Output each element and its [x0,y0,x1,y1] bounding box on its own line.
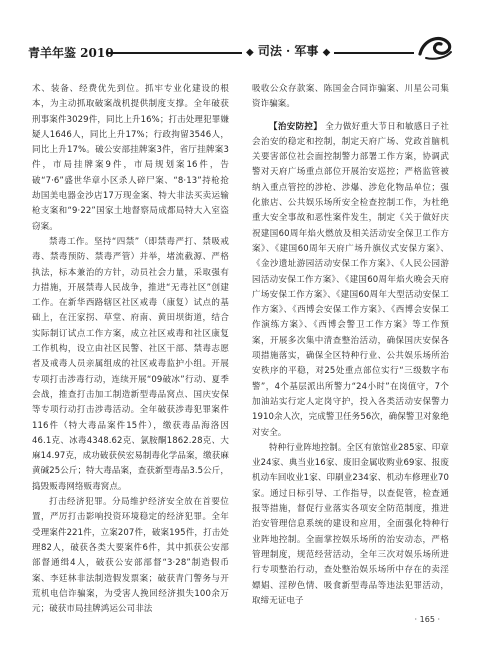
right-column [252,82,449,609]
section-label: 司法 · 军事 [253,44,323,58]
section-title [242,42,334,59]
diamond-left-icon: ◆ [246,47,254,58]
paragraph-anti-drug: 禁毒工作。坚持“四禁”（即禁毒严打、禁吸戒毒、禁毒预防、禁毒严管）并举，堵流截源、严格执法，标本兼治的方针，动员社会力量，采取强有力措施，开展禁毒人民战争，推进“无毒社区”创建工作。在新华西路辖区社区戒毒（康复）试点的基础上，在汪家拐、草堂、府南、黄田坝街道，结合实际制订试点工作方案，成立社区戒毒和社区康复工作机构，设立由社区民警、社区干部、禁毒志愿者及戒毒人员亲属组成的社区戒毒监护小组。开展专项打击涉毒行动，连续开展“09破冰”行动、夏季会战，推查打击加工制造新型毒品窝点、国庆安保等专项行动打击涉毒活动。全年破获涉毒犯罪案件116件（特大毒品案件15件），缴获毒品海洛因46.1克、冰毒4348.62克、氯胺酮1862.28克、大麻14.97克，成功破获侯宏易制毒化学品案，缴获麻黄碱25公斤；特大毒品案，查获新型毒品3.5公斤，捣毁贩毒网络贩毒窝点。 [32,236,229,492]
paragraph-fraud-cases: 吸收公众存款案、陈国金合同诈骗案、川星公司集资诈骗案。 [252,84,449,110]
page-header [28,40,454,70]
left-column [32,82,229,617]
paragraph-case-stats: 术、装备、经费优先到位。抓牢专业化建设的根本，为主动抓取破案战机提供制度支撑。全年破获刑事案件3029件，同比上升16%；打击处理犯罪嫌疑人1646人，同比上升17%；行政拘留3546人，同比上升17%。破公安部挂牌案3件，省厅挂牌案3件，市局挂牌案9件，市局规划案16件，告破“7·6”盛世华章小区杀人碎尸案、“8·13”持枪抢劫国美电器金沙店17万现金案、特大非法买卖运输枪支案和“9·22”国家土地督察局成都局特大入室盗窃案。 [32,84,229,232]
paragraph-public-security: 【治安防控】 全力做好重大节日和敏感日子社会治安的稳定和控制，制定天府广场、党政首脑机关要害部位社会面控制警力部署工作方案，协调武警对天府广场重点部位开展治安巡控；严格监管被纳入重点管控的涉枪、涉爆、涉危化物品单位；强化旅店、公共娱乐场所安全检查控制工作，为杜绝重大安全事故和恶性案件发生，制定《关于做好庆祝建国60周年焰火燃放及相关活动安全保卫工作方案》、《建国60周年天府广场升旗仪式安保方案》、《金沙遗址游园活动安保工作方案》、《人民公园游园活动安保工作方案》、《建国60周年焰火晚会天府广场安保工作方案》、《建国60周年大型活动安保工作方案》、《西博会安保工作方案》、《西博会安保工作演练方案》、《西博会警卫工作方案》等工作预案，开展多次集中清查整治活动，确保国庆安保各项措施落实，确保全区特种行业、公共娱乐场所治安秩序的平稳，对25处重点部位实行“三级数字布警”，4个基层派出所警力“24小时”在岗值守，7个加油站实行定人定岗守护，投入各类活动安保警力1910余人次，完成警卫任务56次，确保警卫对象绝对安全。 [252,121,449,438]
paragraph-economic-crime: 打击经济犯罪。分局维护经济安全放在首要位置，严厉打击影响投资环境稳定的经济犯罪。全年受理案件221件，立案207件，破案195件，打击处理82人，破获各类大要案件6件，其中抓获公安部部督通缉4人，破获公安部部督“3·28”制造假币案、李廷林非法制造假发票案；破获青门警务与开荒机电信诈骗案，为受害人挽回经济损失100余万元；破获市局挂牌鸿运公司非法 [32,497,229,615]
page-number: · 165 · [414,615,440,624]
paragraph-special-industries: 特种行业阵地控制。全区有旅馆业285家、印章业24家、典当业16家、废旧金属收购业69家、报废机动车回收业1家、印刷业234家、机动车修理业70家。通过日标引导、工作指导，以查促管，检查通报等措施，督促行业落实各项安全防范制度，推进治安管理信息系统的建设和应用，全面强化特种行业阵地控制。全面掌控娱乐场所的治安动态，严格管理制度，规范经营活动，全年三次对娱乐场所进行专项整治行动，查处整治娱乐场所中存在的卖淫嫖娼、淫秽色情、吸食新型毒品等违法犯罪活动，取缔无证电子 [252,442,449,606]
yearbook-title: 青羊年鉴 2010 [28,46,114,60]
section-tag: 【治安防控】 [269,121,323,132]
diamond-right-icon: ◆ [322,47,331,58]
swirl-logo-icon [416,32,454,62]
